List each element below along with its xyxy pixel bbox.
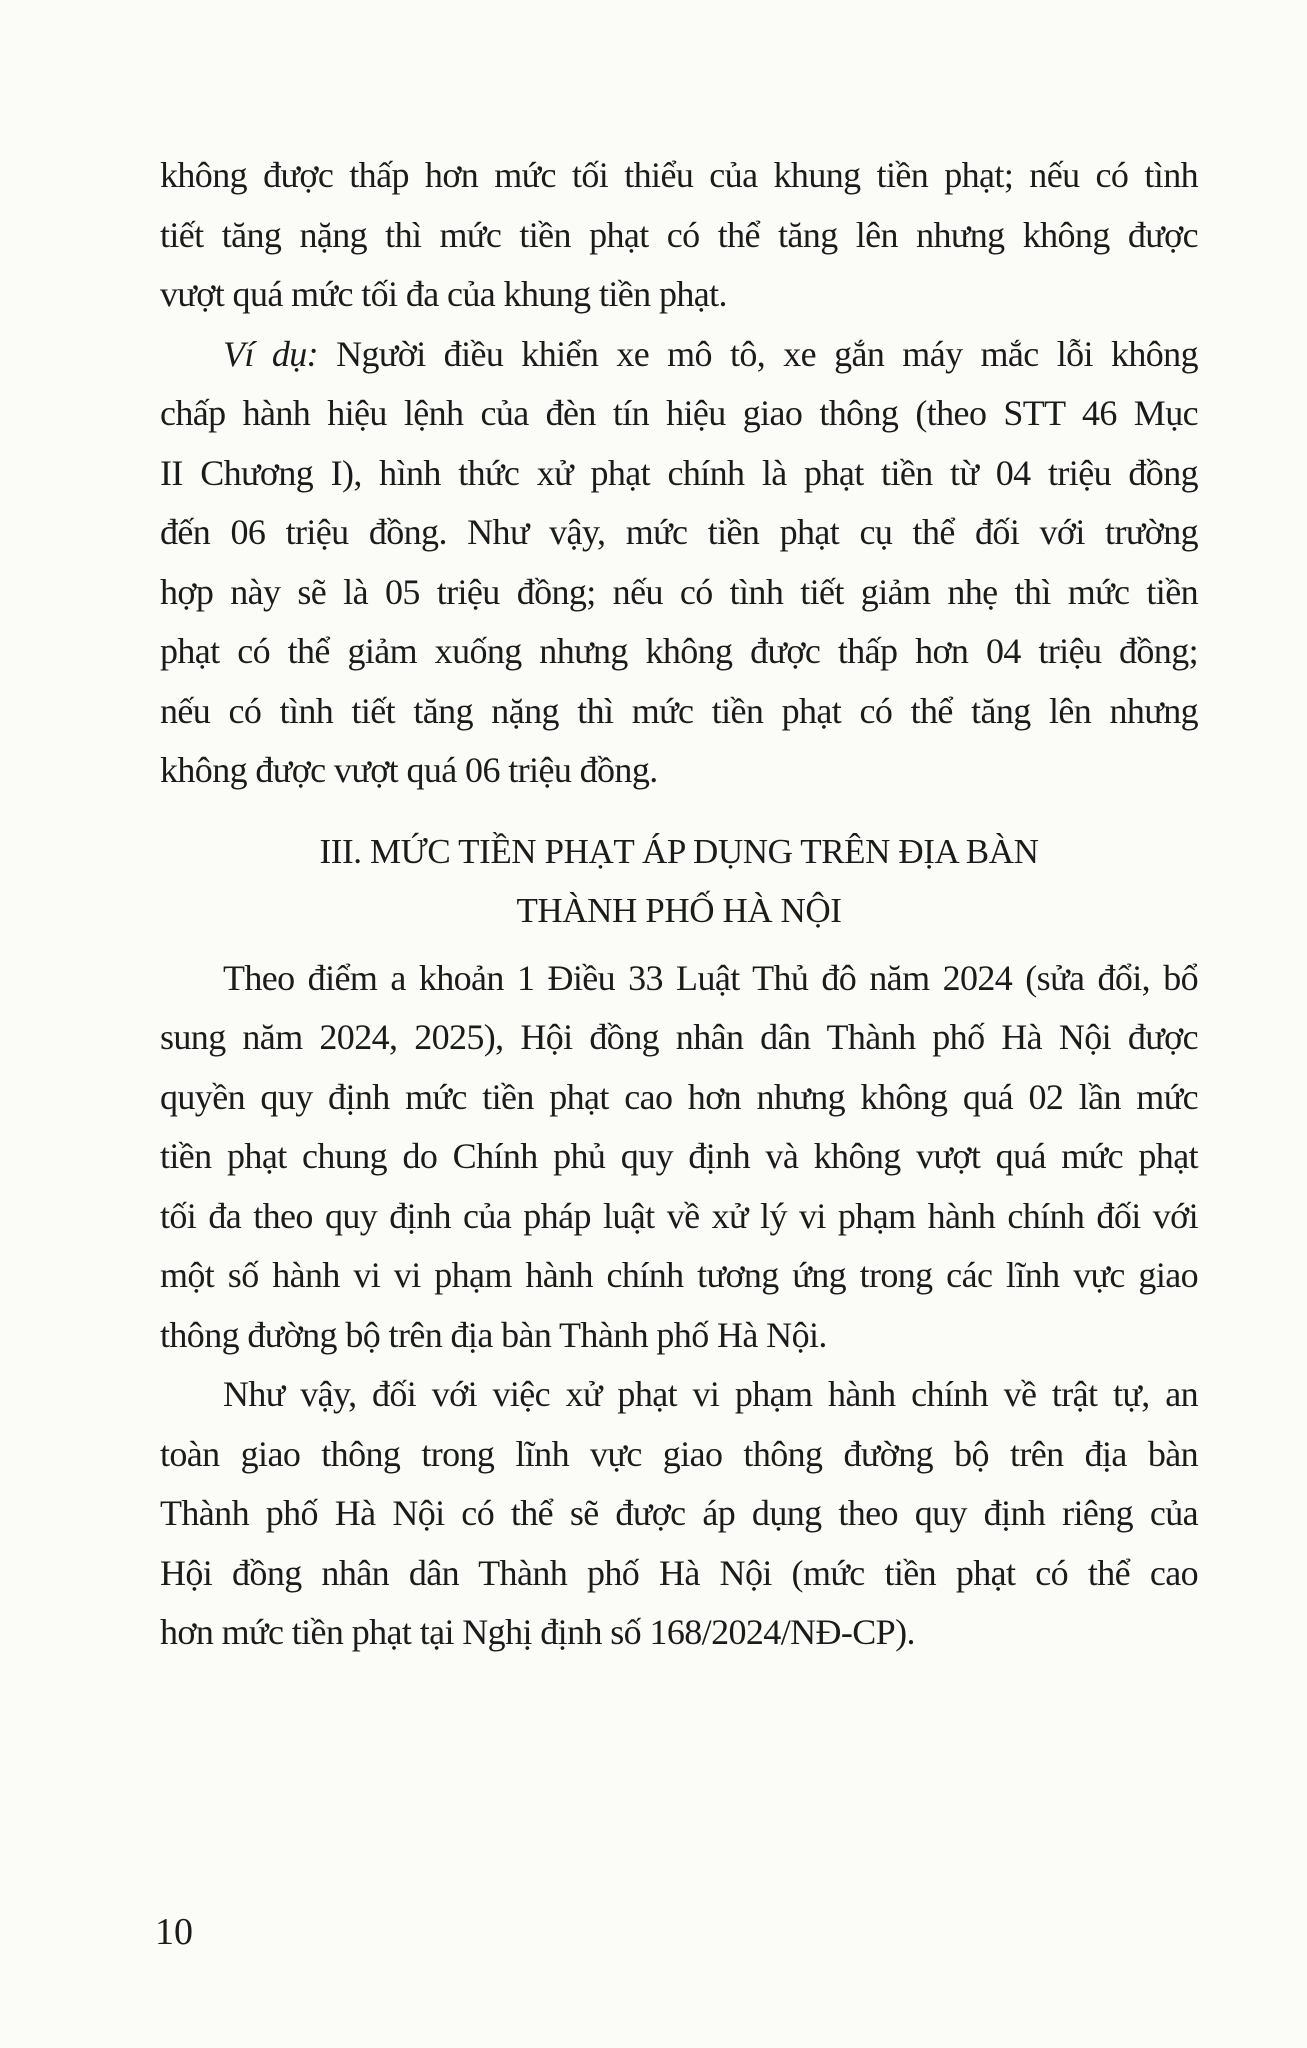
text-line: hơn mức tiền phạt tại Nghị định số 168/2024/NĐ-CP). bbox=[160, 1612, 915, 1652]
text-line: Thành phố Hà Nội có thể sẽ được áp dụng theo quy định riêng của bbox=[160, 1493, 1198, 1533]
text-line: tiền phạt chung do Chính phủ quy định và không vượt quá mức phạt bbox=[160, 1136, 1198, 1176]
example-first-line: Người điều khiển xe mô tô, xe gắn máy mắc lỗi không bbox=[318, 333, 1198, 374]
text-line: tiết tăng nặng thì mức tiền phạt có thể tăng lên nhưng không được bbox=[160, 214, 1198, 255]
text-line: phạt có thể giảm xuống nhưng không được thấp hơn 04 triệu đồng; bbox=[160, 631, 1198, 671]
text-line: tối đa theo quy định của pháp luật về xử lý vi phạm hành chính đối với bbox=[160, 1195, 1198, 1236]
example-label: Ví dụ: bbox=[223, 333, 319, 374]
heading-line: THÀNH PHỐ HÀ NỘI bbox=[516, 891, 842, 930]
text-line: nếu có tình tiết tăng nặng thì mức tiền phạt có thể tăng lên nhưng bbox=[160, 690, 1198, 731]
section-heading bbox=[160, 822, 1198, 941]
text-line: hợp này sẽ là 05 triệu đồng; nếu có tình tiết giảm nhẹ thì mức tiền bbox=[160, 571, 1198, 612]
text-line: vượt quá mức tối đa của khung tiền phạt. bbox=[160, 274, 727, 314]
paragraph-example bbox=[160, 325, 1198, 801]
text-line: toàn giao thông trong lĩnh vực giao thông đường bộ trên địa bàn bbox=[160, 1433, 1198, 1474]
text-line: không được thấp hơn mức tối thiểu của khung tiền phạt; nếu có tình bbox=[160, 155, 1198, 195]
heading-line: III. MỨC TIỀN PHẠT ÁP DỤNG TRÊN ĐỊA BÀN bbox=[319, 831, 1039, 871]
text-line: quyền quy định mức tiền phạt cao hơn nhưng không quá 02 lần mức bbox=[160, 1076, 1198, 1117]
text-line: không được vượt quá 06 triệu đồng. bbox=[160, 750, 658, 790]
text-line: II Chương I), hình thức xử phạt chính là phạt tiền từ 04 triệu đồng bbox=[160, 452, 1198, 493]
page-body bbox=[160, 146, 1198, 1663]
page-number: 10 bbox=[155, 1911, 193, 1953]
text-line: sung năm 2024, 2025), Hội đồng nhân dân Thành phố Hà Nội được bbox=[160, 1017, 1198, 1057]
text-line: đến 06 triệu đồng. Như vậy, mức tiền phạt cụ thể đối với trường bbox=[160, 512, 1198, 552]
paragraph-penalty-range bbox=[160, 146, 1198, 325]
paragraph-conclusion bbox=[160, 1365, 1198, 1663]
text-line: một số hành vi vi phạm hành chính tương ứng trong các lĩnh vực giao bbox=[160, 1255, 1198, 1295]
paragraph-capital-law bbox=[160, 949, 1198, 1366]
text-line: Như vậy, đối với việc xử phạt vi phạm hành chính về trật tự, an bbox=[223, 1374, 1198, 1414]
text-line: thông đường bộ trên địa bàn Thành phố Hà Nội. bbox=[160, 1314, 827, 1355]
text-line bbox=[160, 325, 1198, 385]
text-line: chấp hành hiệu lệnh của đèn tín hiệu giao thông (theo STT 46 Mục bbox=[160, 393, 1198, 433]
text-line: Hội đồng nhân dân Thành phố Hà Nội (mức tiền phạt có thể cao bbox=[160, 1552, 1198, 1593]
text-line: Theo điểm a khoản 1 Điều 33 Luật Thủ đô năm 2024 (sửa đổi, bổ bbox=[223, 957, 1198, 998]
